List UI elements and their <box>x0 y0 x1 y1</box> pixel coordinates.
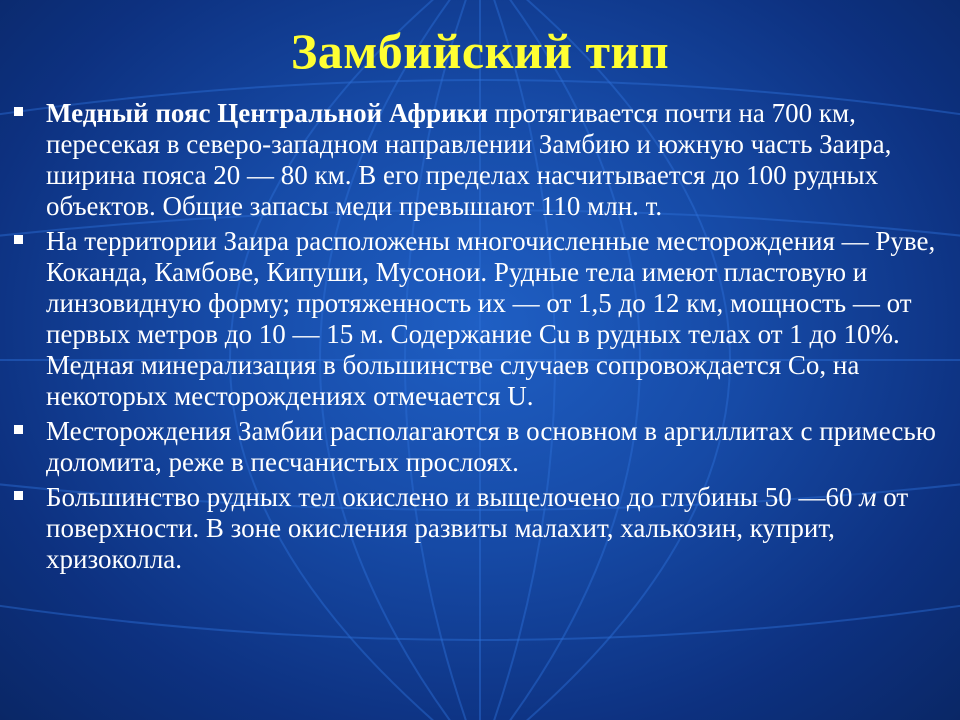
bullet-item <box>14 416 949 478</box>
bullet-bold-text: Медный пояс Центральной Африки <box>46 98 488 128</box>
slide-title: Замбийский тип <box>290 23 670 79</box>
bullet-italic-unit: м <box>859 482 877 512</box>
bullet-text: Месторождения Замбии располагаются в основном в аргиллитах с примесью доломита, реже в песчанистых прослоях. <box>46 416 936 477</box>
square-bullet-icon <box>14 425 23 434</box>
square-bullet-icon <box>14 235 23 244</box>
bullet-item <box>14 98 949 222</box>
bullet-text: Большинство рудных тел окислено и выщелочено до глубины 50 —60 <box>46 482 860 512</box>
square-bullet-icon <box>14 491 23 500</box>
square-bullet-icon <box>14 107 23 116</box>
bullet-item <box>14 482 949 575</box>
bullet-item <box>14 226 949 412</box>
bullet-text: протягивается почти на 700 км, пересекая в северо-западном направлении Замбию и южную часть Заира, ширина пояса 20 — 80 км. В его пределах насчитывается до 100 рудных объектов. Общие запасы меди превышают 110 млн. т. <box>46 98 892 221</box>
bullet-text: На территории Заира расположены многочисленные месторождения — Руве, Коканда, Камбове, Кипуши, Мусонои. Рудные тела имеют пластовую и линзовидную форму; протяженность их — от 1,5 до 12 км, мощность — от первых метров до 10 — 15 м. Содержание Cu в рудных телах от 1 до 10%. Медная минерализация в большинстве случаев сопровождается Со, на некоторых месторождениях отмечается U. <box>46 226 936 411</box>
bullet-text: от поверхности. В зоне окисления развиты малахит, халькозин, куприт, хризоколла. <box>46 482 909 574</box>
bullet-list <box>14 98 949 579</box>
